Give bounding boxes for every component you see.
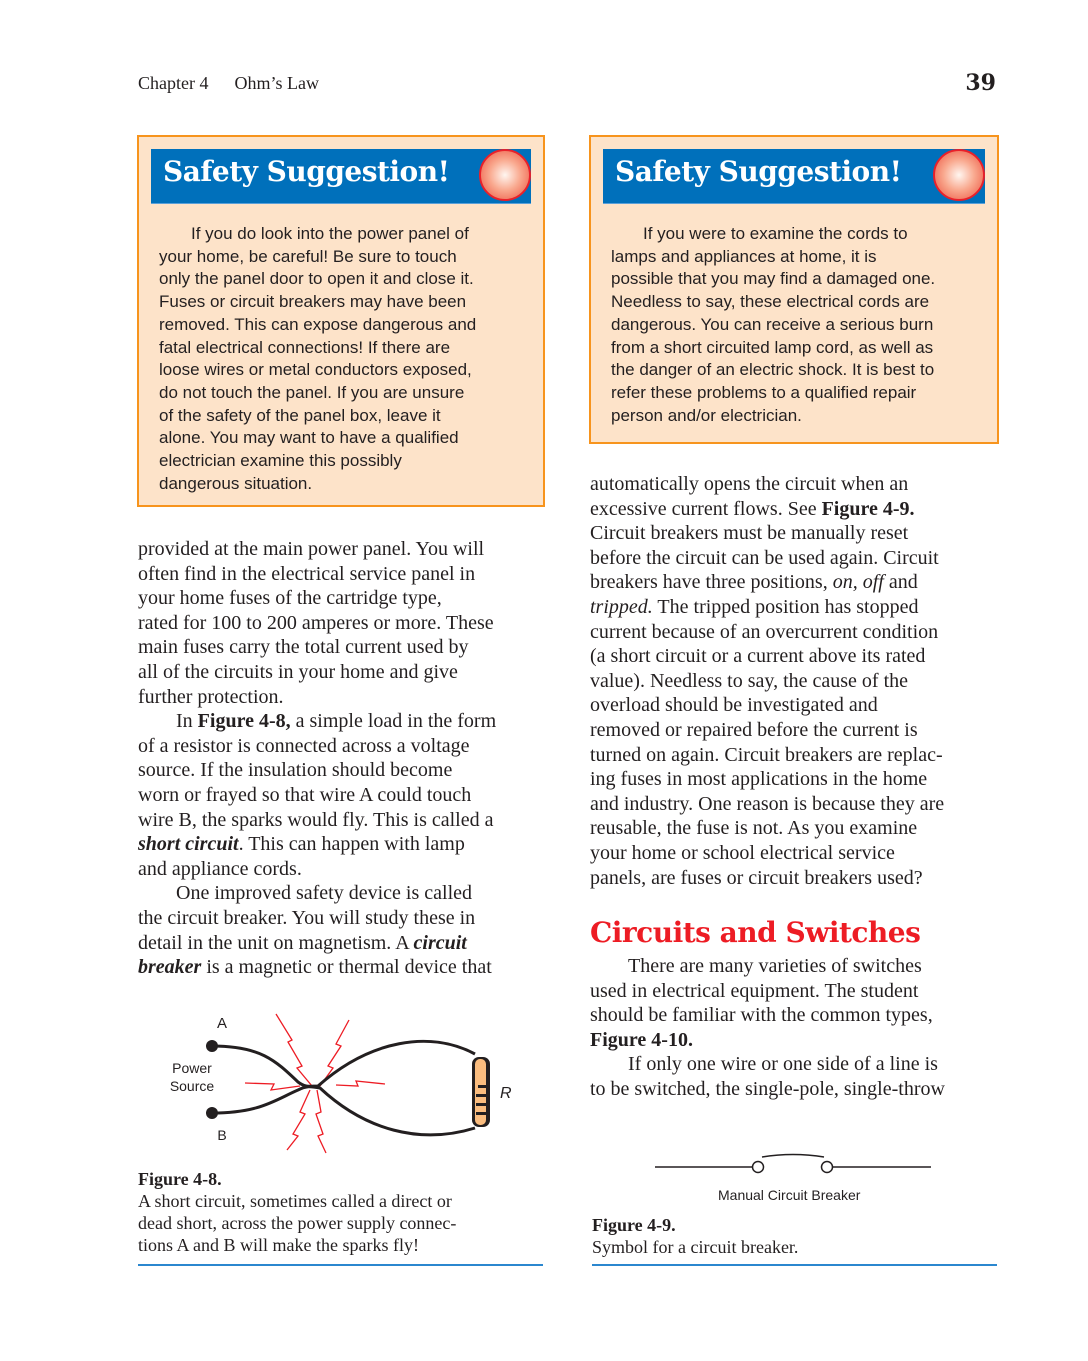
safety-header [151,149,531,204]
caption-title: Figure 4-9. [592,1215,676,1235]
text-run: a simple load in the form [290,710,497,733]
text-line: source. If the insulation should become [138,759,453,782]
safety-line: possible that you may find a damaged one. [611,269,936,289]
safety-header [603,149,985,204]
left-column-text [138,537,548,980]
safety-line: electrician examine this possibly [159,451,402,471]
text-line: wire B, the sparks would fly. This is called a [138,808,494,831]
label-b: B [217,1127,227,1143]
terminal-b [206,1107,218,1119]
warning-light-icon [933,149,985,201]
safety-suggestion-box [137,135,545,507]
text-line: turned on again. Circuit breakers are replac- [590,743,943,766]
text-line: worn or frayed so that wire A could touch [138,783,472,806]
chapter-title: Ohm’s Law [234,73,319,93]
chapter-number: Chapter 4 [138,73,209,93]
text-line: all of the circuits in your home and give [138,660,458,683]
text-run: and [883,571,918,594]
text-line: (a short circuit or a current above its rated [590,645,926,668]
text-line: used in electrical equipment. The student [590,979,919,1002]
text-line: and appliance cords. [138,857,302,880]
safety-line: the danger of an electric shock. It is best to [611,360,935,380]
text-line: automatically opens the circuit when an [590,473,909,495]
text-line: panels, are fuses or circuit breakers used? [590,866,923,889]
paragraph [138,709,548,881]
caption-title: Figure 4-8. [138,1169,222,1189]
paragraph [590,954,1000,1052]
circuit-breaker-symbol-icon [640,1140,950,1190]
safety-line: of the safety of the panel box, leave it [159,405,441,425]
caption-line: dead short, across the power supply connec- [138,1213,457,1233]
text-line: and industry. One reason is because they are [590,792,945,815]
text-line: ing fuses in most applications in the home [590,768,928,791]
right-column-text [590,472,1000,890]
label-a: A [216,1015,228,1032]
safety-line: from a short circuited lamp cord, as well as [611,337,934,357]
paragraph [590,472,1000,890]
text-line: your home fuses of the cartridge type, [138,587,442,610]
spark-icon [245,1014,385,1153]
text-line: removed or repaired before the current is [590,718,918,741]
safety-line: do not touch the panel. If you are unsure [159,382,465,402]
safety-line: your home, be careful! Be sure to touch [159,246,457,266]
text-run: In [176,710,198,733]
caption-line: Symbol for a circuit breaker. [592,1237,799,1257]
key-term: on, off [832,571,884,594]
safety-line: person and/or electrician. [611,405,802,425]
text-line: often find in the electrical service panel in [138,562,476,585]
key-term: short circuit [138,833,239,856]
safety-line: refer these problems to a qualified repair [611,382,917,402]
page-number: 39 [965,70,996,96]
figure-reference: Figure 4-8, [197,710,291,733]
text-run: detail in the unit on magnetism. A [138,931,414,954]
running-head [138,73,319,94]
text-line: Circuit breakers must be manually reset [590,522,909,545]
safety-line: Needless to say, these electrical cords are [611,292,930,312]
warning-light-icon [479,149,531,201]
safety-line: alone. You may want to have a qualified [159,428,459,448]
text-run: There are many varieties of switches [628,955,922,977]
safety-body [611,223,983,427]
text-line: provided at the main power panel. You will [138,538,485,560]
text-run: If only one wire or one side of a line is [628,1053,938,1076]
safety-line: dangerous. You can receive a serious burn [611,314,934,334]
safety-line: loose wires or metal conductors exposed, [159,360,472,380]
figure-reference: Figure 4-10. [590,1028,693,1051]
safety-line: If you were to examine the cords to [643,224,908,243]
figure-4-8-caption [138,1168,548,1256]
safety-suggestion-box [589,135,999,444]
text-line: current because of an overcurrent condition [590,620,939,643]
text-line: should be familiar with the common types, [590,1004,933,1027]
caption-rule [592,1264,997,1266]
text-line: reusable, the fuse is not. As you examine [590,817,918,840]
text-run: excessive current flows. See [590,497,822,520]
label-power: Power [172,1060,212,1076]
terminal-a [206,1040,218,1052]
figure-4-8-diagram [150,1000,530,1160]
text-line: value). Needless to say, the cause of the [590,669,909,692]
safety-line: only the panel door to open it and close it. [159,269,474,289]
figure-4-9-caption [592,1214,1002,1258]
label-r: R [500,1085,512,1102]
key-term: circuit [413,931,467,954]
text-run: breakers have three positions, [590,571,833,594]
wire [212,1041,475,1134]
section-heading: Circuits and Switches [590,916,921,949]
text-run: The tripped position has stopped [652,595,919,618]
label-source: Source [169,1078,215,1094]
text-line: overload should be investigated and [590,694,878,717]
safety-line: fatal electrical connections! If there are [159,337,451,357]
text-line: rated for 100 to 200 amperes or more. These [138,611,494,634]
safety-title: Safety Suggestion! [163,155,450,188]
caption-line: A short circuit, sometimes called a direct or [138,1191,452,1211]
text-line: of a resistor is connected across a voltage [138,734,470,757]
text-line: the circuit breaker. You will study these in [138,906,476,929]
safety-line: Fuses or circuit breakers may have been [159,292,467,312]
safety-body [159,223,529,495]
safety-title: Safety Suggestion! [615,155,902,188]
right-column-text-continued [590,954,1000,1102]
safety-line: lamps and appliances at home, it is [611,246,877,266]
caption-rule [138,1264,543,1266]
safety-line: If you do look into the power panel of [191,224,469,243]
safety-line: removed. This can expose dangerous and [159,314,477,334]
text-line: to be switched, the single-pole, single-throw [590,1077,945,1100]
key-term: breaker [138,956,202,979]
figure-reference: Figure 4-9. [821,497,915,520]
text-line: further protection. [138,685,284,708]
text-run: is a magnetic or thermal device that [201,956,492,979]
paragraph [138,881,548,979]
text-line: your home or school electrical service [590,841,895,864]
text-run: One improved safety device is called [176,882,472,905]
paragraph [590,1052,1000,1101]
paragraph [138,537,548,709]
text-line: before the circuit can be used again. Circuit [590,546,939,569]
safety-line: dangerous situation. [159,473,313,493]
text-run: . This can happen with lamp [238,833,465,856]
key-term: tripped. [590,595,653,618]
symbol-label: Manual Circuit Breaker [718,1187,861,1203]
resistor-icon [472,1057,490,1127]
text-line: main fuses carry the total current used by [138,636,469,659]
caption-line: tions A and B will make the sparks fly! [138,1235,419,1255]
